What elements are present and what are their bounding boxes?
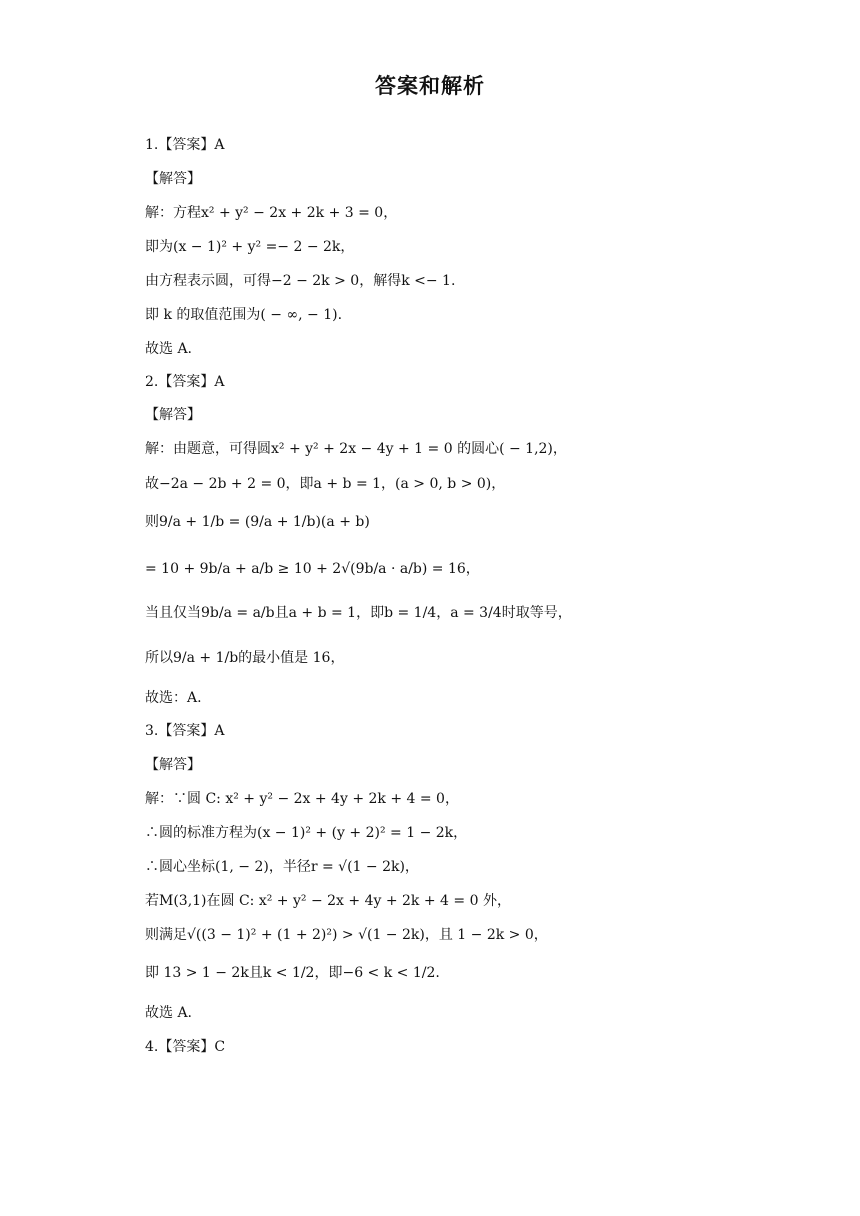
text-line: 解：方程x² + y² − 2x + 2k + 3 = 0，	[145, 205, 398, 221]
text-line: 故选 A.	[145, 1005, 193, 1021]
text-line: 若M(3,1)在圆 C: x² + y² − 2x + 4y + 2k + 4 = 0 外，	[145, 893, 511, 909]
text-line: 所以9/a + 1/b的最小值是 16，	[145, 650, 345, 666]
page-title: 答案和解析	[375, 74, 485, 98]
text-line: 故−2a − 2b + 2 = 0，即a + b = 1，(a > 0, b > 0)，	[145, 476, 506, 492]
text-line: 则9/a + 1/b = (9/a + 1/b)(a + b)	[145, 514, 370, 530]
text-line: 由方程表示圆，可得−2 − 2k > 0，解得k <− 1.	[145, 273, 456, 289]
text-line: 当且仅当9b/a = a/b且a + b = 1，即b = 1/4，a = 3/4时取等号，	[145, 605, 572, 621]
solution-label: 【解答】	[145, 757, 201, 773]
text-line: 解：∵圆 C: x² + y² − 2x + 4y + 2k + 4 = 0，	[145, 791, 459, 807]
text-line: 故选 A.	[145, 341, 193, 357]
text-line: 即 13 > 1 − 2k且k < 1/2，即−6 < k < 1/2.	[145, 965, 440, 981]
answer-1-heading: 1.【答案】A	[145, 137, 225, 153]
solution-label: 【解答】	[145, 171, 201, 187]
answer-3-heading: 3.【答案】A	[145, 723, 225, 739]
text-line: ∴圆心坐标(1, − 2)，半径r = √(1 − 2k)，	[145, 859, 419, 875]
solution-label: 【解答】	[145, 407, 201, 423]
text-line: 故选：A.	[145, 690, 202, 706]
answer-4-heading: 4.【答案】C	[145, 1039, 226, 1055]
answer-2-heading: 2.【答案】A	[145, 374, 225, 390]
text-line: 即 k 的取值范围为( − ∞, − 1).	[145, 307, 343, 323]
text-line: 则满足√((3 − 1)² + (1 + 2)²) > √(1 − 2k)，且 1 − 2k > 0，	[145, 927, 548, 943]
text-line: = 10 + 9b/a + a/b ≥ 10 + 2√(9b/a · a/b) = 16，	[145, 561, 480, 577]
text-line: 解：由题意，可得圆x² + y² + 2x − 4y + 1 = 0 的圆心( − 1,2)，	[145, 441, 567, 457]
text-line: ∴圆的标准方程为(x − 1)² + (y + 2)² = 1 − 2k，	[145, 825, 468, 841]
text-line: 即为(x − 1)² + y² =− 2 − 2k，	[145, 239, 355, 255]
